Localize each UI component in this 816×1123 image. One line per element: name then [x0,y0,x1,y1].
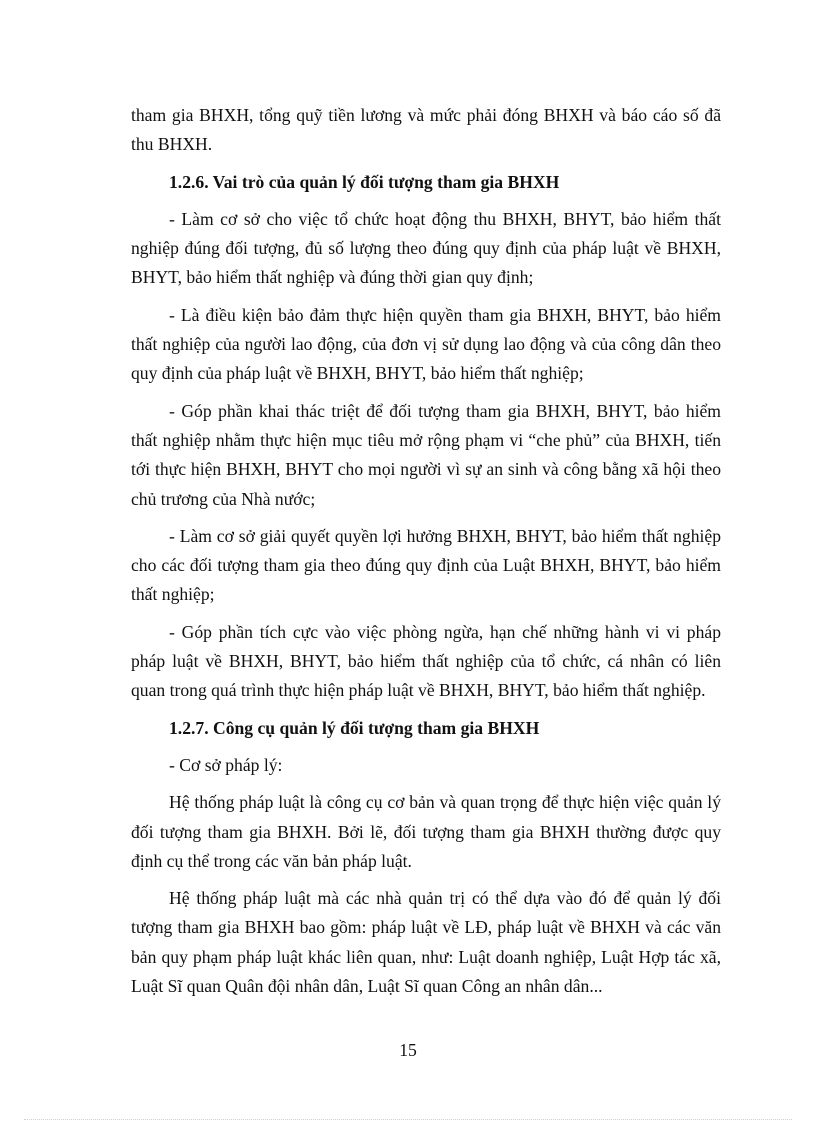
page-body [131,101,721,1009]
paragraph-role-4: - Làm cơ sở giải quyết quyền lợi hưởng BHXH, BHYT, bảo hiểm thất nghiệp cho các đối tượng tham gia theo đúng quy định của Luật BHXH, BHYT, bảo hiểm thất nghiệp; [131,525,721,605]
paragraph-role-3: - Góp phần khai thác triệt để đối tượng tham gia BHXH, BHYT, bảo hiểm thất nghiệp nhằm thực hiện mục tiêu mở rộng phạm vi “che phủ” của BHXH, tiến tới thực hiện BHXH, BHYT cho mọi người vì sự an sinh và công bằng xã hội theo chủ trương của Nhà nước; [131,400,721,509]
paragraph-role-5: - Góp phần tích cực vào việc phòng ngừa, hạn chế những hành vi vi pháp pháp luật về BHXH, BHYT, bảo hiểm thất nghiệp của tổ chức, cá nhân có liên quan trong quá trình thực hiện pháp luật về BHXH, BHYT, bảo hiểm thất nghiệp. [131,621,721,701]
paragraph-role-2: - Là điều kiện bảo đảm thực hiện quyền tham gia BHXH, BHYT, bảo hiểm thất nghiệp của người lao động, của đơn vị sử dụng lao động và của công dân theo quy định của pháp luật về BHXH, BHYT, bảo hiểm thất nghiệp; [131,304,721,384]
paragraph-role-1: - Làm cơ sở cho việc tổ chức hoạt động thu BHXH, BHYT, bảo hiểm thất nghiệp đúng đối tượng, đủ số lượng theo đúng quy định của pháp luật về BHXH, BHYT, bảo hiểm thất nghiệp và đúng thời gian quy định; [131,208,721,288]
paragraph-legal-basis: - Cơ sở pháp lý: [169,754,283,775]
page-bottom-divider [24,1119,792,1120]
section-heading-1-2-6: 1.2.6. Vai trò của quản lý đối tượng tham gia BHXH [169,171,560,192]
paragraph-continuation: tham gia BHXH, tổng quỹ tiền lương và mức phải đóng BHXH và báo cáo số đã thu BHXH. [131,105,721,155]
paragraph-legal-system-detail: Hệ thống pháp luật mà các nhà quản trị có thể dựa vào đó để quản lý đối tượng tham gia BHXH bao gồm: pháp luật về LĐ, pháp luật về BHXH và các văn bản quy phạm pháp luật khác liên quan, như: Luật doanh nghiệp, Luật Hợp tác xã, Luật Sĩ quan Quân đội nhân dân, Luật Sĩ quan Công an nhân dân... [131,888,721,997]
section-heading-1-2-7: 1.2.7. Công cụ quản lý đối tượng tham gia BHXH [169,717,540,738]
paragraph-legal-system: Hệ thống pháp luật là công cụ cơ bản và quan trọng để thực hiện việc quản lý đối tượng tham gia BHXH. Bởi lẽ, đối tượng tham gia BHXH thường được quy định cụ thể trong các văn bản pháp luật. [131,792,721,871]
page-number: 15 [399,1040,417,1060]
